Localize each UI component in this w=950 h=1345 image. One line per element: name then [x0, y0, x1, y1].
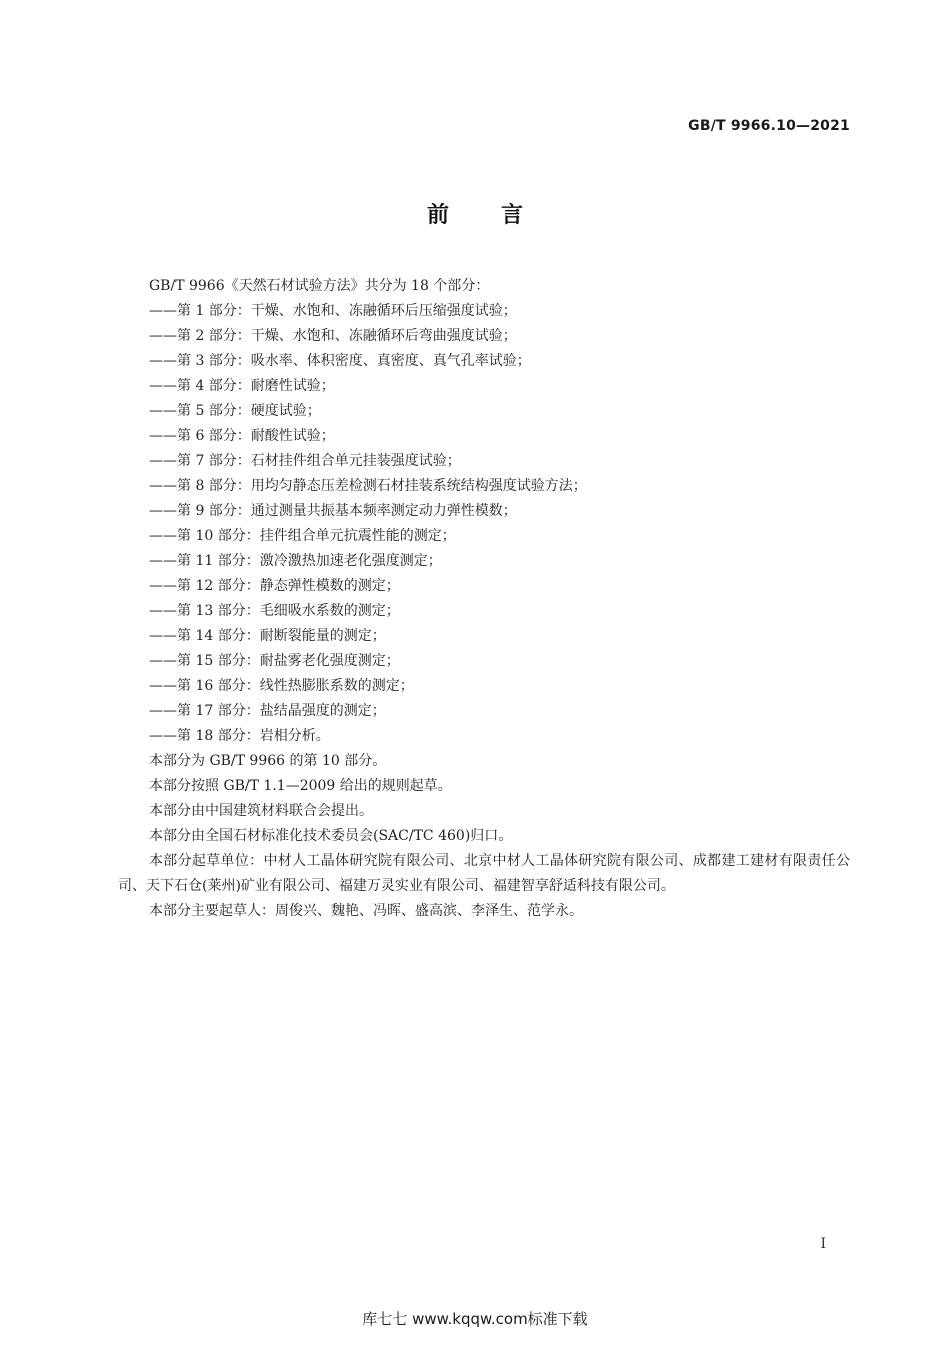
list-item: ——第 7 部分：石材挂件组合单元挂装强度试验； — [149, 453, 461, 469]
parts-list — [118, 299, 850, 749]
list-item: ——第 9 部分：通过测量共振基本频率测定动力弹性模数； — [149, 503, 517, 519]
list-item: ——第 14 部分：耐断裂能量的测定； — [149, 628, 386, 644]
standard-number: GB/T 9966.10—2021 — [688, 118, 850, 134]
list-item: ——第 3 部分：吸水率、体积密度、真密度、真气孔率试验； — [149, 353, 531, 369]
footer-watermark: 库七七 www.kqqw.com标准下载 — [362, 1310, 588, 1328]
list-item: ——第 10 部分：挂件组合单元抗震性能的测定； — [149, 528, 456, 544]
managed-by-statement: 本部分由全国石材标准化技术委员会(SAC/TC 460)归口。 — [149, 828, 513, 844]
list-item: ——第 17 部分：盐结晶强度的测定； — [149, 703, 386, 719]
page-number: I — [820, 1236, 826, 1252]
page-title: 前言 — [426, 203, 575, 228]
list-item: ——第 18 部分：岩相分析。 — [149, 728, 330, 744]
drafting-units-statement: 本部分起草单位：中材人工晶体研究院有限公司、北京中材人工晶体研究院有限公司、成都建工建材有限责任公司、天下石仓(莱州)矿业有限公司、福建万灵实业有限公司、福建智享舒适科技有限公司。 — [118, 853, 850, 894]
list-item: ——第 16 部分：线性热膨胀系数的测定； — [149, 678, 414, 694]
list-item: ——第 6 部分：耐酸性试验； — [149, 428, 335, 444]
list-item: ——第 15 部分：耐盐雾老化强度测定； — [149, 653, 400, 669]
intro-line: GB/T 9966《天然石材试验方法》共分为 18 个部分： — [149, 278, 490, 294]
drafting-rules-statement: 本部分按照 GB/T 1.1—2009 给出的规则起草。 — [149, 778, 452, 794]
part-of-statement: 本部分为 GB/T 9966 的第 10 部分。 — [149, 753, 387, 769]
list-item: ——第 1 部分：干燥、水饱和、冻融循环后压缩强度试验； — [149, 303, 517, 319]
list-item: ——第 12 部分：静态弹性模数的测定； — [149, 578, 400, 594]
list-item: ——第 5 部分：硬度试验； — [149, 403, 321, 419]
list-item: ——第 8 部分：用均匀静态压差检测石材挂装系统结构强度试验方法； — [149, 478, 587, 494]
foreword-body — [118, 274, 850, 924]
list-item: ——第 13 部分：毛细吸水系数的测定； — [149, 603, 400, 619]
list-item: ——第 4 部分：耐磨性试验； — [149, 378, 335, 394]
proposed-by-statement: 本部分由中国建筑材料联合会提出。 — [149, 803, 373, 819]
drafters-statement: 本部分主要起草人：周俊兴、魏艳、冯晖、盛高滨、李泽生、范学永。 — [149, 903, 583, 919]
list-item: ——第 2 部分：干燥、水饱和、冻融循环后弯曲强度试验； — [149, 328, 517, 344]
list-item: ——第 11 部分：激冷激热加速老化强度测定； — [149, 553, 442, 569]
